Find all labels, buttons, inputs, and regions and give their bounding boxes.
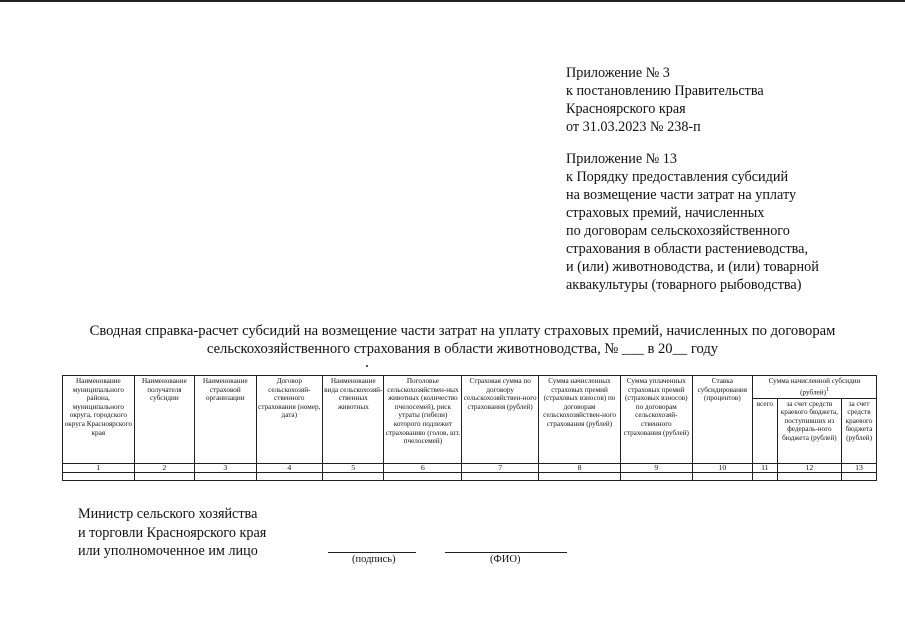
table-cell — [384, 472, 462, 480]
table-cell — [620, 472, 692, 480]
column-header-paid-premiums: Сумма уплаченных страховых премий (страховых взносов) по договорам сельскохозяй-ственного страхования (рублей) — [620, 376, 692, 464]
table-cell — [539, 472, 621, 480]
top-border-line — [0, 0, 905, 2]
column-header-total: всего — [753, 398, 778, 463]
column-number: 1 — [63, 463, 135, 472]
appendix-13-line: по договорам сельскохозяйственного — [566, 223, 790, 239]
signature-line — [328, 552, 416, 553]
appendix-13-line: страховых премий, начисленных — [566, 205, 765, 221]
footnote-marker: 1 — [825, 386, 829, 393]
table-cell — [462, 472, 539, 480]
table-number-row — [63, 463, 877, 472]
column-number: 6 — [384, 463, 462, 472]
table-cell — [777, 472, 842, 480]
column-header-contract: Договор сельскохозяй-ственного страхования (номер, дата) — [256, 376, 323, 464]
appendix-3-line: от 31.03.2023 № 238-п — [566, 119, 701, 135]
table-empty-row — [63, 472, 877, 480]
appendix-3-line: Красноярского края — [566, 101, 686, 117]
signatory-title — [78, 505, 266, 561]
signatory-line: Министр сельского хозяйства — [78, 506, 258, 522]
column-number: 8 — [539, 463, 621, 472]
column-header-animal-type: Наименование вида сельскохозяй-ственных животных — [323, 376, 384, 464]
signatory-line: и торговли Красноярского края — [78, 524, 267, 541]
appendix-13-line: к Порядку предоставления субсидий — [566, 169, 789, 185]
column-number: 13 — [842, 463, 877, 472]
table-header-row — [63, 376, 877, 399]
subsidy-group-label: Сумма начисленной субсидии (рублей) — [768, 377, 861, 396]
table-cell — [134, 472, 194, 480]
column-number: 12 — [777, 463, 842, 472]
appendix-13-line: аквакультуры (товарного рыбоводства) — [566, 277, 802, 293]
column-number: 4 — [256, 463, 323, 472]
scan-dot — [366, 365, 368, 367]
table-cell — [63, 472, 135, 480]
appendix-3-line: к постановлению Правительства — [566, 83, 764, 99]
column-number: 11 — [753, 463, 778, 472]
document-title-line-1: Сводная справка-расчет субсидий на возмещение части затрат на уплату страховых премий, начисленных по договорам — [89, 323, 836, 339]
table-cell — [753, 472, 778, 480]
table-cell — [195, 472, 256, 480]
column-number: 3 — [195, 463, 256, 472]
fio-line — [445, 552, 567, 553]
column-header-subsidy-rate: Ставка субсидирования (процентов) — [692, 376, 752, 464]
signature-caption: (подпись) — [352, 554, 396, 565]
column-header-accrued-premiums: Сумма начисленных страховых премий (страховых взносов) по договорам сельскохозяйствен-ного страхования (рублей) — [539, 376, 621, 464]
column-number: 2 — [134, 463, 194, 472]
appendix-13-line: Приложение № 13 — [566, 151, 677, 167]
column-header-recipient: Наименование получателя субсидии — [134, 376, 194, 464]
column-header-insured-sum: Страховая сумма по договору сельскохозяйствен-ного страхования (рублей) — [462, 376, 539, 464]
subsidy-calculation-table — [62, 375, 877, 481]
table-cell — [842, 472, 877, 480]
appendix-3-block — [566, 64, 764, 136]
fio-caption: (ФИО) — [490, 554, 521, 565]
column-header-insurer: Наименование страховой организации — [195, 376, 256, 464]
column-number: 5 — [323, 463, 384, 472]
appendix-13-line: страхования в области растениеводства, — [566, 241, 809, 257]
appendix-13-line: на возмещение части затрат на уплату — [566, 187, 797, 203]
column-header-regional-funds: за счет средств краевого бюджета (рублей) — [842, 398, 877, 463]
signatory-line: или уполномоченное им лицо — [78, 543, 258, 559]
column-header-federal-funds: за счет средств краевого бюджета, поступивших из федераль-ного бюджета (рублей) — [777, 398, 842, 463]
appendix-3-line: Приложение № 3 — [566, 65, 670, 81]
table-cell — [692, 472, 752, 480]
column-number: 7 — [462, 463, 539, 472]
appendix-13-line: и (или) животноводства, и (или) товарной — [566, 259, 819, 275]
appendix-13-block — [566, 150, 819, 294]
document-title — [40, 322, 885, 358]
column-header-district: Наименование муниципального района, муниципального округа, городского округа Красноярского края — [63, 376, 135, 464]
table-cell — [323, 472, 384, 480]
document-title-line-2: сельскохозяйственного страхования в области животноводства, № ___ в 20__ году — [206, 341, 719, 357]
column-header-livestock: Поголовье сельскохозяйствен-ных животных (количество пчелосемей), риск утраты (гибели) которого подлежит страхованию (голов, шт. пчелосемей) — [384, 376, 462, 464]
column-number: 9 — [620, 463, 692, 472]
column-number: 10 — [692, 463, 752, 472]
table-cell — [256, 472, 323, 480]
column-header-subsidy-group — [753, 376, 877, 399]
